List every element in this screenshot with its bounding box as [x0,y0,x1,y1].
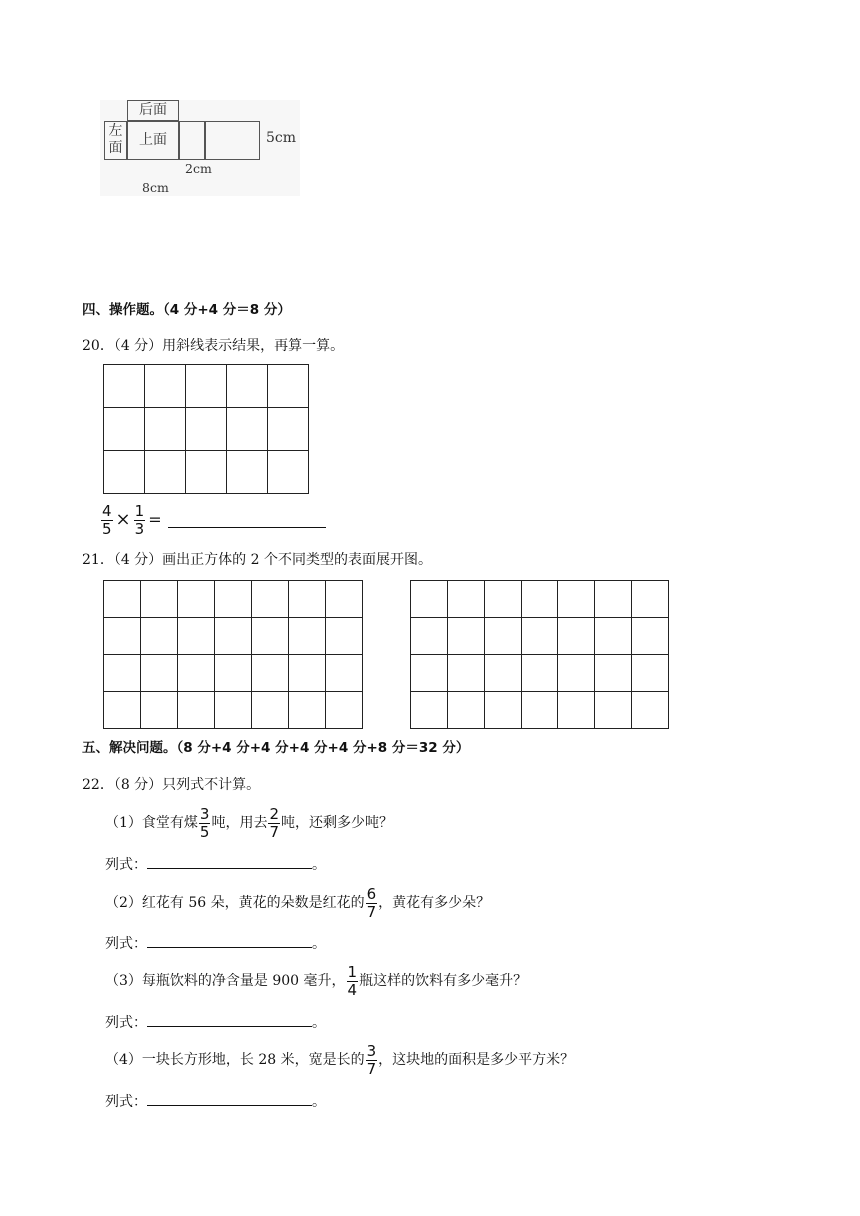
grid-cell[interactable] [104,365,145,408]
grid-row [104,692,363,729]
question-22-part-2 [105,885,490,921]
grid-cell[interactable] [632,581,669,618]
grid-cell[interactable] [141,618,178,655]
grid-cell[interactable] [227,451,268,494]
part-1-text-b: 吨，用去 [211,815,268,831]
question-22-part-1 [105,805,393,841]
grid-row [104,581,363,618]
grid-cell[interactable] [268,408,309,451]
answer-label: 列式： [105,1015,147,1031]
grid-cell[interactable] [186,408,227,451]
grid-cell[interactable] [632,692,669,729]
grid-row [411,618,669,655]
grid-row [104,655,363,692]
equals-sign: = [148,510,162,529]
grid-cell[interactable] [104,655,141,692]
net-height-label: 5cm [266,130,297,146]
question-20-grid[interactable] [103,364,309,494]
grid-cell[interactable] [558,692,595,729]
net-top-label: 上面 [139,132,167,148]
grid-cell[interactable] [141,581,178,618]
grid-cell[interactable] [326,581,363,618]
question-20-text: 20．（4 分）用斜线表示结果，再算一算。 [82,338,345,354]
grid-row [411,581,669,618]
part-1-answer [105,858,326,872]
part-1-text-a: （1）食堂有煤 [105,815,198,831]
grid-cell[interactable] [521,692,558,729]
grid-cell[interactable] [411,692,448,729]
grid-cell[interactable] [595,618,632,655]
part-3-answer-line[interactable] [147,1025,312,1027]
net-length-label: 8cm [142,180,169,195]
answer-label: 列式： [105,857,147,873]
grid-cell[interactable] [215,655,252,692]
answer-label: 列式： [105,1094,147,1110]
grid-cell[interactable] [558,618,595,655]
question-21-grid-right[interactable] [410,580,669,729]
grid-cell[interactable] [595,581,632,618]
answer-period: 。 [312,1094,326,1110]
grid-cell[interactable] [141,692,178,729]
grid-cell[interactable] [145,365,186,408]
grid-cell[interactable] [227,408,268,451]
part-4-text-a: （4）一块长方形地，长 28 米，宽是长的 [105,1052,365,1068]
grid-cell[interactable] [558,581,595,618]
grid-cell[interactable] [326,692,363,729]
grid-cell[interactable] [104,451,145,494]
grid-cell[interactable] [215,692,252,729]
grid-row [411,655,669,692]
grid-row [411,692,669,729]
grid-cell[interactable] [595,655,632,692]
part-2-text-a: （2）红花有 56 朵，黄花的朵数是红花的 [105,895,365,911]
grid-cell[interactable] [104,581,141,618]
grid-cell[interactable] [178,581,215,618]
grid-cell[interactable] [215,618,252,655]
grid-cell[interactable] [252,655,289,692]
question-21-text: 21．（4 分）画出正方体的 2 个不同类型的表面展开图。 [82,552,432,568]
grid-cell[interactable] [484,655,521,692]
cuboid-net-figure [100,100,300,196]
grid-cell[interactable] [145,451,186,494]
grid-cell[interactable] [252,618,289,655]
grid-cell[interactable] [447,655,484,692]
part-4-text-b: ，这块地的面积是多少平方米？ [378,1052,575,1068]
grid-cell[interactable] [252,692,289,729]
grid-cell[interactable] [289,655,326,692]
grid-cell[interactable] [145,408,186,451]
grid-cell[interactable] [268,365,309,408]
grid-cell[interactable] [178,655,215,692]
section-4-heading: 四、操作题。（4 分+4 分＝8 分） [82,302,291,318]
question-22-part-4 [105,1042,574,1078]
part-4-answer-line[interactable] [147,1104,312,1106]
grid-cell[interactable] [447,692,484,729]
grid-cell[interactable] [227,365,268,408]
part-3-answer [105,1016,326,1030]
question-21-grid-left[interactable] [103,580,363,729]
part-1-answer-line[interactable] [147,867,312,869]
grid-row [104,618,363,655]
grid-cell[interactable] [521,581,558,618]
grid-cell[interactable] [289,692,326,729]
grid-cell[interactable] [178,618,215,655]
part-2-text-b: ，黄花有多少朵？ [378,895,491,911]
grid-cell[interactable] [252,581,289,618]
net-right-face [179,121,205,160]
fraction-four-fifths: $\frac{4}{5}$ [102,501,112,538]
question-20-expression [100,502,326,538]
grid-cell[interactable] [447,581,484,618]
grid-cell[interactable] [632,655,669,692]
fraction-six-sevenths: $\frac{6}{7}$ [366,884,377,921]
fraction-three-sevenths: $\frac{3}{7}$ [366,1041,377,1078]
grid-cell[interactable] [484,581,521,618]
grid-cell[interactable] [104,692,141,729]
grid-cell[interactable] [141,655,178,692]
times-sign: × [115,509,131,530]
fraction-one-third: $\frac{1}{3}$ [134,501,145,538]
part-3-text-b: 瓶这样的饮料有多少毫升？ [359,973,528,989]
grid-cell[interactable] [289,581,326,618]
grid-cell[interactable] [521,618,558,655]
question-22-part-3 [105,963,527,999]
grid-cell[interactable] [595,692,632,729]
question-22-text: 22．（8 分）只列式不计算。 [82,777,261,793]
grid-cell[interactable] [326,655,363,692]
grid-cell[interactable] [289,618,326,655]
grid-cell[interactable] [411,618,448,655]
section-5-heading: 五、解决问题。（8 分+4 分+4 分+4 分+4 分+8 分＝32 分） [82,740,470,756]
grid-cell[interactable] [521,655,558,692]
fraction-three-fifths: $\frac{3}{5}$ [199,804,210,841]
fraction-two-sevenths: $\frac{2}{7}$ [269,804,280,841]
answer-label: 列式： [105,936,147,952]
fraction-one-quarter: $\frac{1}{4}$ [347,962,358,999]
grid-cell[interactable] [484,692,521,729]
part-2-answer [105,937,326,951]
grid-cell[interactable] [186,451,227,494]
grid-cell[interactable] [411,581,448,618]
grid-cell[interactable] [411,655,448,692]
net-left-face [104,121,127,160]
grid-cell[interactable] [215,581,252,618]
net-back-label: 后面 [139,102,167,118]
answer-period: 。 [312,857,326,873]
grid-cell[interactable] [104,618,141,655]
grid-cell[interactable] [326,618,363,655]
part-3-text-a: （3）每瓶饮料的净含量是 900 毫升， [105,973,346,989]
question-20-answer-line[interactable] [168,526,326,528]
grid-row [104,451,309,494]
grid-cell[interactable] [484,618,521,655]
answer-period: 。 [312,936,326,952]
part-1-text-c: 吨，还剩多少吨？ [281,815,394,831]
grid-cell[interactable] [268,451,309,494]
grid-cell[interactable] [447,618,484,655]
net-top-face [127,121,179,160]
net-left-label-1: 左 [108,123,123,139]
net-bottom-face [205,121,260,160]
grid-cell[interactable] [632,618,669,655]
grid-cell[interactable] [178,692,215,729]
part-2-answer-line[interactable] [147,946,312,948]
grid-cell[interactable] [558,655,595,692]
grid-cell[interactable] [186,365,227,408]
grid-cell[interactable] [104,408,145,451]
grid-row [104,408,309,451]
part-4-answer [105,1095,326,1109]
net-depth-label: 2cm [185,161,212,176]
grid-row [104,365,309,408]
answer-period: 。 [312,1015,326,1031]
net-left-label-2: 面 [108,140,123,156]
net-back-face [127,100,179,121]
